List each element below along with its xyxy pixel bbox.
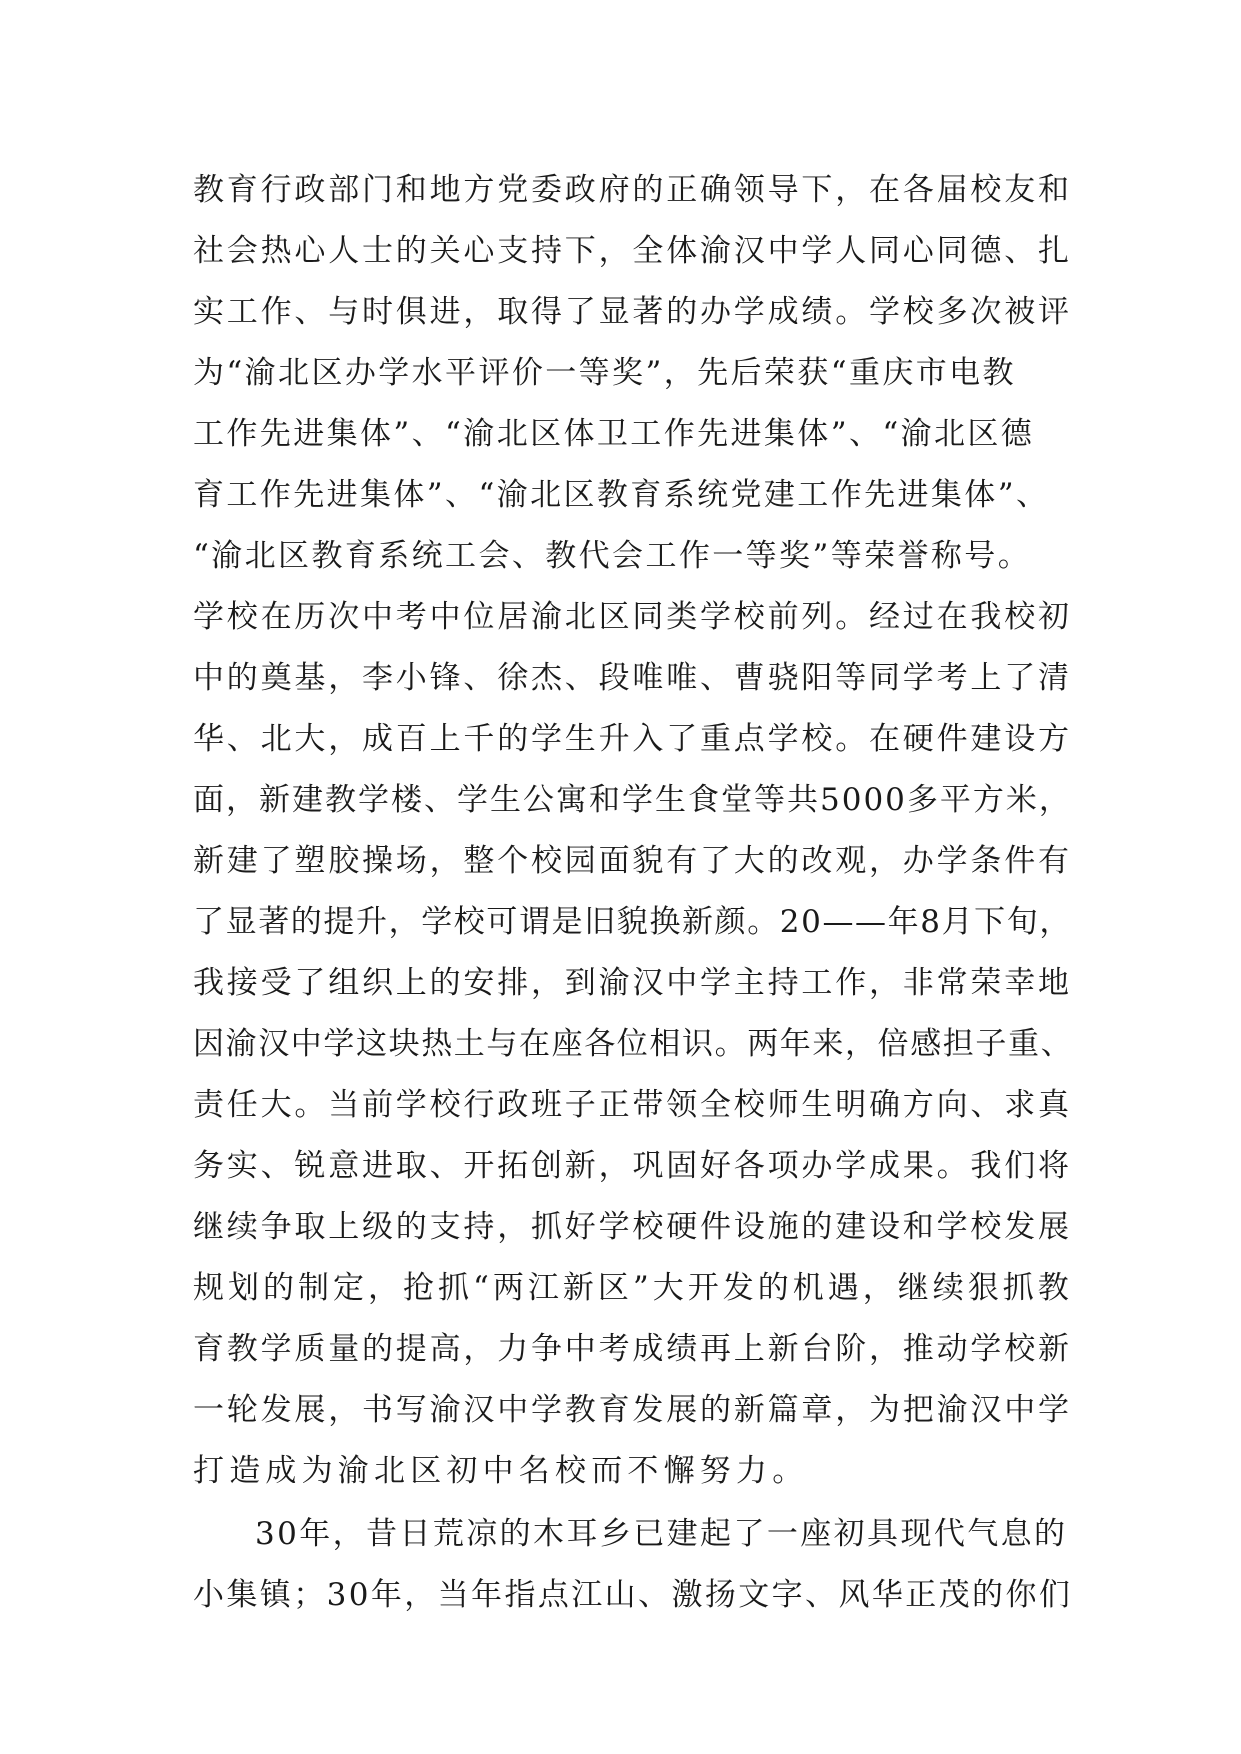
text-line: 育教学质量的提高，力争中考成绩再上新台阶，推动学校新: [193, 1331, 1072, 1367]
text-line: 小集镇；30年，当年指点江山、激扬文字、风华正茂的你们: [193, 1577, 1073, 1613]
text-line: 新建了塑胶操场，整个校园面貌有了大的改观，办学条件有: [193, 843, 1072, 879]
text-line: 了显著的提升，学校可谓是旧貌换新颜。20——年8月下旬，: [193, 904, 1072, 940]
text-line: 务实、锐意进取、开拓创新，巩固好各项办学成果。我们将: [193, 1148, 1072, 1184]
text-line: 学校在历次中考中位居渝北区同类学校前列。经过在我校初: [193, 599, 1072, 635]
text-line: 责任大。当前学校行政班子正带领全校师生明确方向、求真: [193, 1087, 1072, 1123]
paragraph-1: [193, 160, 1073, 1502]
text-line: 规划的制定，抢抓“两江新区”大开发的机遇，继续狠抓教: [193, 1270, 1073, 1306]
text-line: 为“渝北区办学水平评价一等奖”，先后荣获“重庆市电教: [193, 355, 1016, 391]
text-line: 继续争取上级的支持，抓好学校硬件设施的建设和学校发展: [193, 1209, 1072, 1245]
text-line: 中的奠基，李小锋、徐杰、段唯唯、曹骁阳等同学考上了清: [193, 660, 1072, 696]
text-line: 实工作、与时俱进，取得了显著的办学成绩。学校多次被评: [193, 294, 1072, 330]
text-line: 30年，昔日荒凉的木耳乡已建起了一座初具现代气息的: [255, 1516, 1068, 1552]
text-line: “渝北区教育系统工会、教代会工作一等奖”等荣誉称号。: [193, 538, 1032, 574]
body-text: [193, 160, 1073, 1626]
text-line: 教育行政部门和地方党委政府的正确领导下，在各届校友和: [193, 172, 1072, 208]
text-line: 育工作先进集体”、“渝北区教育系统党建工作先进集体”、: [193, 477, 1050, 513]
text-line: 一轮发展，书写渝汉中学教育发展的新篇章，为把渝汉中学: [193, 1392, 1072, 1428]
text-line: 工作先进集体”、“渝北区体卫工作先进集体”、“渝北区德: [193, 416, 1035, 452]
text-line: 面，新建教学楼、学生公寓和学生食堂等共5000多平方米，: [193, 782, 1072, 818]
text-line: 我接受了组织上的安排，到渝汉中学主持工作，非常荣幸地: [193, 965, 1072, 1001]
paragraph-2: [193, 1504, 1073, 1626]
text-line: 社会热心人士的关心支持下，全体渝汉中学人同心同德、扎: [193, 233, 1072, 269]
text-line: 华、北大，成百上千的学生升入了重点学校。在硬件建设方: [193, 721, 1072, 757]
text-line: 打造成为渝北区初中名校而不懈努力。: [193, 1453, 809, 1489]
text-line: 因渝汉中学这块热土与在座各位相识。两年来，倍感担子重、: [193, 1026, 1074, 1062]
